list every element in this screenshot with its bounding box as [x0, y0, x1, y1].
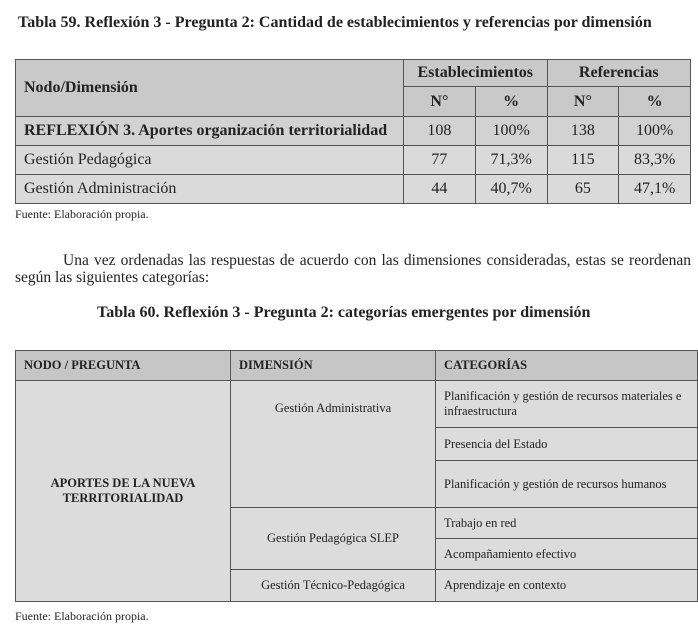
- category-cell: Planificación y gestión de recursos materiales e infraestructura: [436, 381, 698, 428]
- cell: 108: [404, 117, 476, 146]
- table-59-source: Fuente: Elaboración propia.: [15, 207, 149, 221]
- dimension-cell: Gestión Administrativa: [231, 381, 436, 508]
- header-est-pct: %: [475, 87, 547, 117]
- cell: 100%: [619, 117, 691, 146]
- header-categories: CATEGORÍAS: [436, 351, 698, 381]
- dimension-cell: Gestión Pedagógica SLEP: [231, 508, 436, 570]
- category-cell: Trabajo en red: [436, 508, 698, 539]
- table-row: [16, 175, 691, 204]
- header-node: Nodo/Dimensión: [16, 60, 404, 117]
- header-referencias: Referencias: [547, 60, 691, 87]
- header-ref-n: N°: [547, 87, 619, 117]
- table-row: [16, 117, 691, 146]
- cell: 100%: [475, 117, 547, 146]
- table-60-source: Fuente: Elaboración propia.: [15, 609, 149, 623]
- dimension-cell: Gestión Técnico-Pedagógica: [231, 570, 436, 602]
- table-59: [15, 59, 691, 204]
- cell: 47,1%: [619, 175, 691, 204]
- table-60: [15, 350, 698, 602]
- cell: 40,7%: [475, 175, 547, 204]
- cell: 44: [404, 175, 476, 204]
- category-cell: Acompañamiento efectivo: [436, 539, 698, 570]
- header-node: NODO / PREGUNTA: [16, 351, 231, 381]
- cell: 65: [547, 175, 619, 204]
- cell: 71,3%: [475, 146, 547, 175]
- row-label: Gestión Pedagógica: [16, 146, 404, 175]
- category-cell: Aprendizaje en contexto: [436, 570, 698, 602]
- node-cell: APORTES DE LA NUEVA TERRITORIALIDAD: [16, 381, 231, 602]
- header-ref-pct: %: [619, 87, 691, 117]
- body-paragraph: Una vez ordenadas las respuestas de acuerdo con las dimensiones consideradas, estas se reordenan según las siguientes categorías:: [15, 252, 691, 286]
- category-cell: Planificación y gestión de recursos humanos: [436, 461, 698, 508]
- cell: 138: [547, 117, 619, 146]
- table-60-title: Tabla 60. Reflexión 3 - Pregunta 2: categorías emergentes por dimensión: [97, 304, 591, 321]
- header-dimension: DIMENSIÓN: [231, 351, 436, 381]
- header-est-n: N°: [404, 87, 476, 117]
- cell: 77: [404, 146, 476, 175]
- row-label: REFLEXIÓN 3. Aportes organización territorialidad: [16, 117, 404, 146]
- category-cell: Presencia del Estado: [436, 428, 698, 461]
- table-row: [16, 146, 691, 175]
- cell: 115: [547, 146, 619, 175]
- header-establecimientos: Establecimientos: [404, 60, 548, 87]
- row-label: Gestión Administración: [16, 175, 404, 204]
- cell: 83,3%: [619, 146, 691, 175]
- table-59-title: Tabla 59. Reflexión 3 - Pregunta 2: Cantidad de establecimientos y referencias por dimensión: [18, 14, 652, 31]
